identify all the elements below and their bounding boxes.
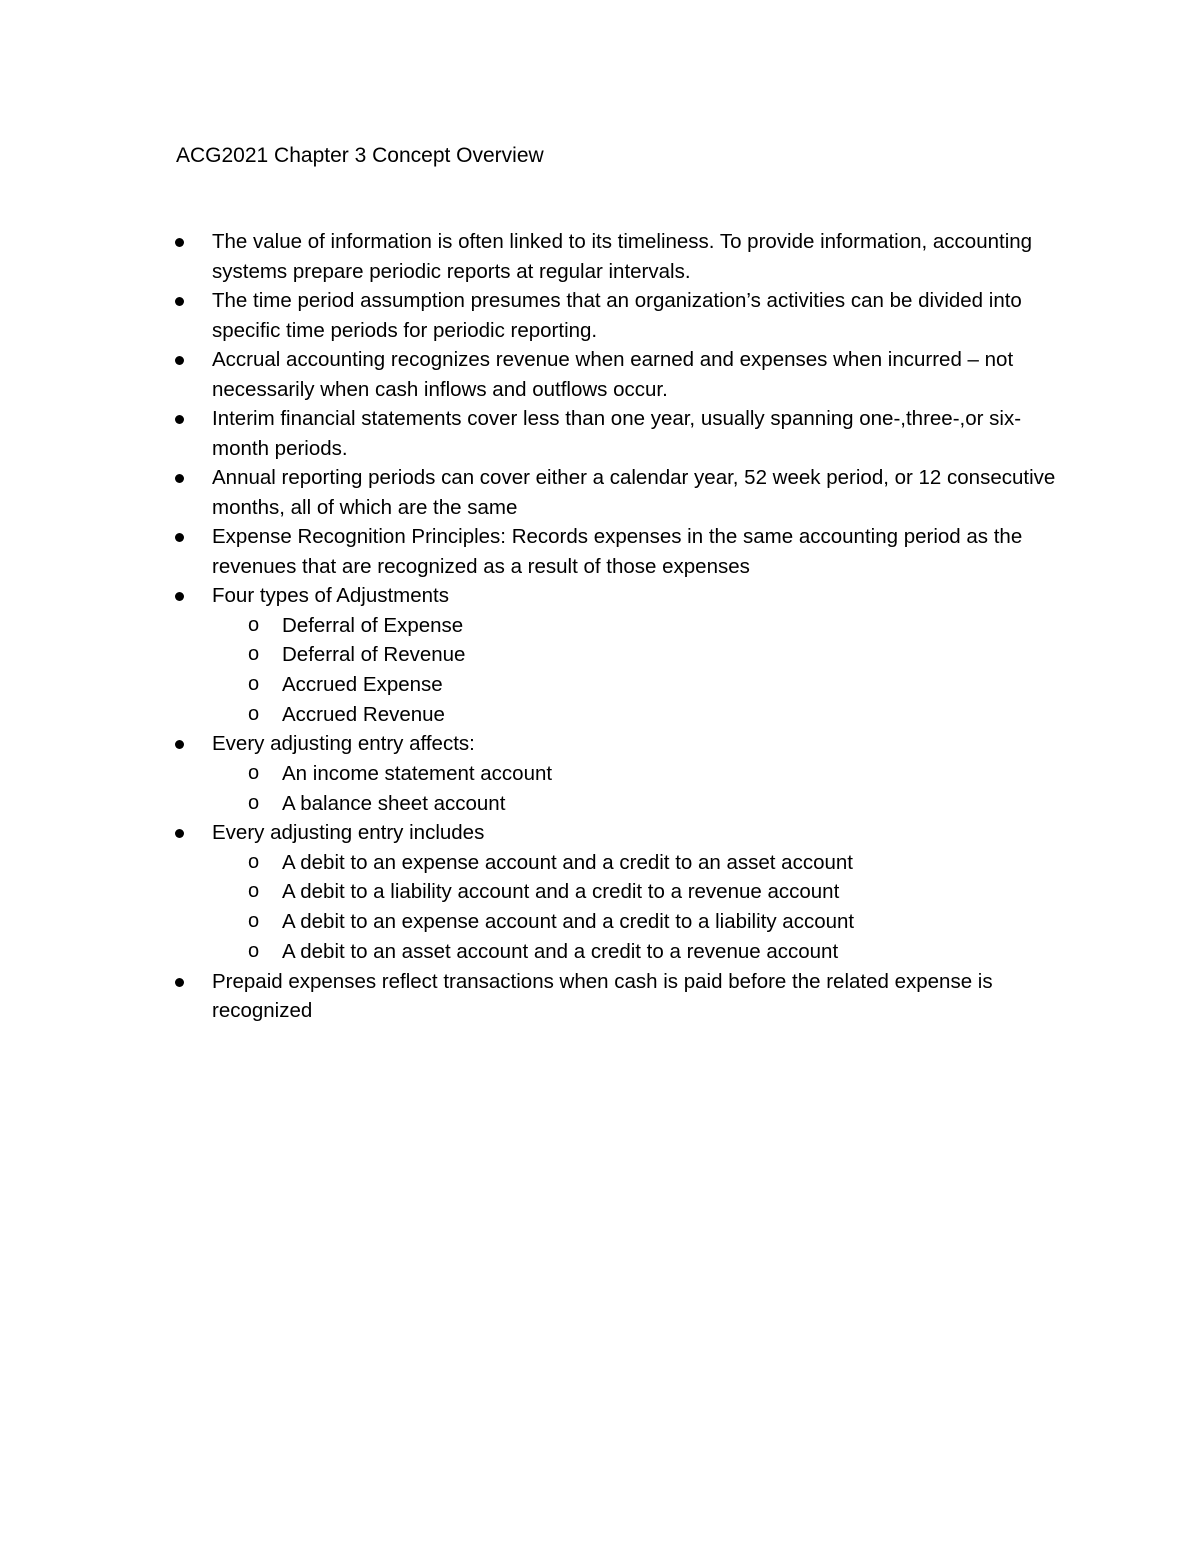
- hollow-circle-marker-icon: o: [248, 850, 260, 873]
- bullet-dot-icon: [175, 238, 184, 247]
- bullet-dot-icon: [175, 533, 184, 542]
- sub-bullet-text: Deferral of Expense: [282, 613, 464, 637]
- bullet-list: [0, 227, 1200, 1026]
- bullet-text: The time period assumption presumes that an organization’s activities can be divided into specific time periods for periodic reporting.: [212, 289, 1022, 342]
- document-title: ACG2021 Chapter 3 Concept Overview: [176, 144, 544, 167]
- sub-bullet-item: [212, 848, 1062, 878]
- bullet-dot-icon: [175, 978, 184, 987]
- sub-bullet-item: [212, 759, 1062, 789]
- bullet-item: [0, 463, 1062, 522]
- sub-bullet-item: [212, 700, 1062, 730]
- bullet-dot-icon: [175, 474, 184, 483]
- sub-bullet-item: [212, 789, 1062, 819]
- hollow-circle-marker-icon: o: [248, 672, 260, 695]
- bullet-text: Prepaid expenses reflect transactions when cash is paid before the related expense is recognized: [212, 969, 993, 1023]
- bullet-dot-icon: [175, 415, 184, 424]
- sub-bullet-list: [212, 759, 1062, 818]
- sub-bullet-text: A balance sheet account: [282, 791, 506, 815]
- sub-bullet-text: Accrued Revenue: [282, 702, 445, 726]
- sub-bullet-text: A debit to an expense account and a credit to an asset account: [282, 850, 853, 874]
- sub-bullet-item: [212, 907, 1062, 937]
- bullet-item: [0, 581, 1062, 729]
- sub-bullet-list: [212, 611, 1062, 730]
- sub-bullet-list: [212, 848, 1062, 967]
- bullet-item: [0, 967, 1062, 1026]
- bullet-dot-icon: [175, 740, 184, 749]
- bullet-item: [0, 729, 1062, 818]
- sub-bullet-text: Deferral of Revenue: [282, 643, 466, 667]
- bullet-item: [0, 522, 1062, 581]
- sub-bullet-item: [212, 640, 1062, 670]
- sub-bullet-text: Accrued Expense: [282, 672, 443, 696]
- hollow-circle-marker-icon: o: [248, 613, 260, 636]
- sub-bullet-text: A debit to a liability account and a credit to a revenue account: [282, 880, 840, 904]
- hollow-circle-marker-icon: o: [248, 761, 260, 784]
- sub-bullet-item: [212, 937, 1062, 967]
- bullet-dot-icon: [175, 356, 184, 365]
- sub-bullet-item: [212, 670, 1062, 700]
- bullet-text: Interim financial statements cover less than one year, usually spanning one-,three-,or six-month periods.: [212, 407, 1022, 460]
- bullet-item: [0, 404, 1062, 463]
- sub-bullet-item: [212, 611, 1062, 641]
- hollow-circle-marker-icon: o: [248, 791, 260, 814]
- bullet-item: [0, 227, 1062, 286]
- hollow-circle-marker-icon: o: [248, 910, 260, 933]
- bullet-text: Every adjusting entry affects:: [212, 732, 475, 756]
- sub-bullet-text: A debit to an expense account and a credit to a liability account: [282, 910, 855, 934]
- bullet-dot-icon: [175, 592, 184, 601]
- bullet-dot-icon: [175, 829, 184, 838]
- bullet-dot-icon: [175, 297, 184, 306]
- bullet-text: The value of information is often linked to its timeliness. To provide information, accounting systems prepare periodic reports at regular intervals.: [212, 230, 1033, 283]
- bullet-item: [0, 286, 1062, 345]
- bullet-text: Every adjusting entry includes: [212, 821, 485, 845]
- hollow-circle-marker-icon: o: [248, 643, 260, 666]
- hollow-circle-marker-icon: o: [248, 702, 260, 725]
- sub-bullet-item: [212, 877, 1062, 907]
- sub-bullet-text: A debit to an asset account and a credit to a revenue account: [282, 939, 839, 963]
- sub-bullet-text: An income statement account: [282, 761, 553, 785]
- bullet-item: [0, 345, 1062, 404]
- bullet-text: Accrual accounting recognizes revenue when earned and expenses when incurred – not necessarily when cash inflows and outflows occur.: [212, 348, 1014, 401]
- hollow-circle-marker-icon: o: [248, 939, 260, 962]
- bullet-text: Four types of Adjustments: [212, 584, 450, 607]
- bullet-text: Annual reporting periods can cover either a calendar year, 52 week period, or 12 consecutive months, all of which are the same: [212, 466, 1056, 519]
- hollow-circle-marker-icon: o: [248, 880, 260, 903]
- bullet-text: Expense Recognition Principles: Records expenses in the same accounting period as the revenues that are recognized as a result of those expenses: [212, 525, 1023, 578]
- bullet-item: [0, 818, 1062, 966]
